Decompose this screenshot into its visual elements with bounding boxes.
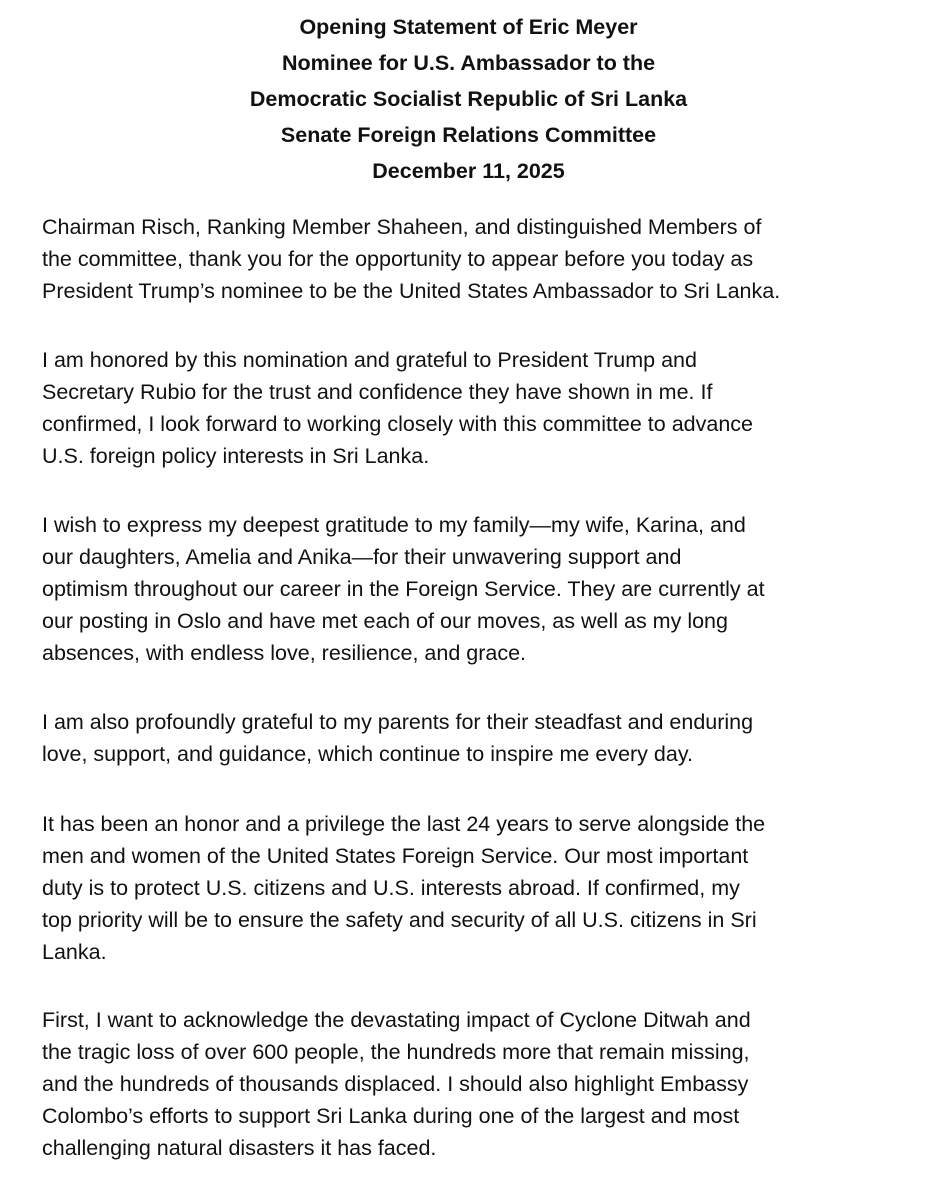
text-line: our posting in Oslo and have met each of our moves, as well as my long [42,609,728,633]
text-line: absences, with endless love, resilience, and grace. [42,641,527,665]
text-line: It has been an honor and a privilege the last 24 years to serve alongside the [42,812,766,836]
text-line: Lanka. [42,940,107,964]
text-line: love, support, and guidance, which continue to inspire me every day. [42,742,693,766]
text-line: the committee, thank you for the opportunity to appear before you today as [42,247,754,271]
text-line: I am also profoundly grateful to my parents for their steadfast and enduring [42,710,754,734]
text-line: Secretary Rubio for the trust and confidence they have shown in me. If [42,380,713,404]
text-line: First, I want to acknowledge the devastating impact of Cyclone Ditwah and [42,1008,751,1032]
header-country-line: Democratic Socialist Republic of Sri Lanka [249,87,688,111]
text-line: U.S. foreign policy interests in Sri Lanka. [42,444,430,468]
paragraph-cyclone [42,1004,902,1164]
text-line: and the hundreds of thousands displaced. I should also highlight Embassy [42,1072,749,1096]
text-line: our daughters, Amelia and Anika—for their unwavering support and [42,545,682,569]
text-line: confirmed, I look forward to working closely with this committee to advance [42,412,753,436]
text-line: I wish to express my deepest gratitude to my family—my wife, Karina, and [42,513,746,537]
text-line: Colombo’s efforts to support Sri Lanka during one of the largest and most [42,1104,740,1128]
paragraph-honored [42,344,902,472]
text-line: Chairman Risch, Ranking Member Shaheen, and distinguished Members of [42,215,762,239]
text-line: men and women of the United States Foreign Service. Our most important [42,844,749,868]
header-date: December 11, 2025 [372,159,565,183]
text-line: duty is to protect U.S. citizens and U.S. interests abroad. If confirmed, my [42,876,740,900]
text-line: the tragic loss of over 600 people, the hundreds more that remain missing, [42,1040,750,1064]
text-line: optimism throughout our career in the Foreign Service. They are currently at [42,577,765,601]
text-line: challenging natural disasters it has faced. [42,1136,437,1160]
text-line: President Trump’s nominee to be the United States Ambassador to Sri Lanka. [42,279,781,303]
paragraph-greeting [42,211,902,307]
text-line: I am honored by this nomination and grateful to President Trump and [42,348,697,372]
paragraph-family [42,509,902,669]
text-line: top priority will be to ensure the safety and security of all U.S. citizens in Sri [42,908,757,932]
header-title: Opening Statement of Eric Meyer [299,15,638,39]
header-committee-line: Senate Foreign Relations Committee [280,123,657,147]
paragraph-service [42,808,902,968]
header-nominee-line: Nominee for U.S. Ambassador to the [281,51,656,75]
statement-header [0,9,937,189]
paragraph-parents [42,706,902,770]
